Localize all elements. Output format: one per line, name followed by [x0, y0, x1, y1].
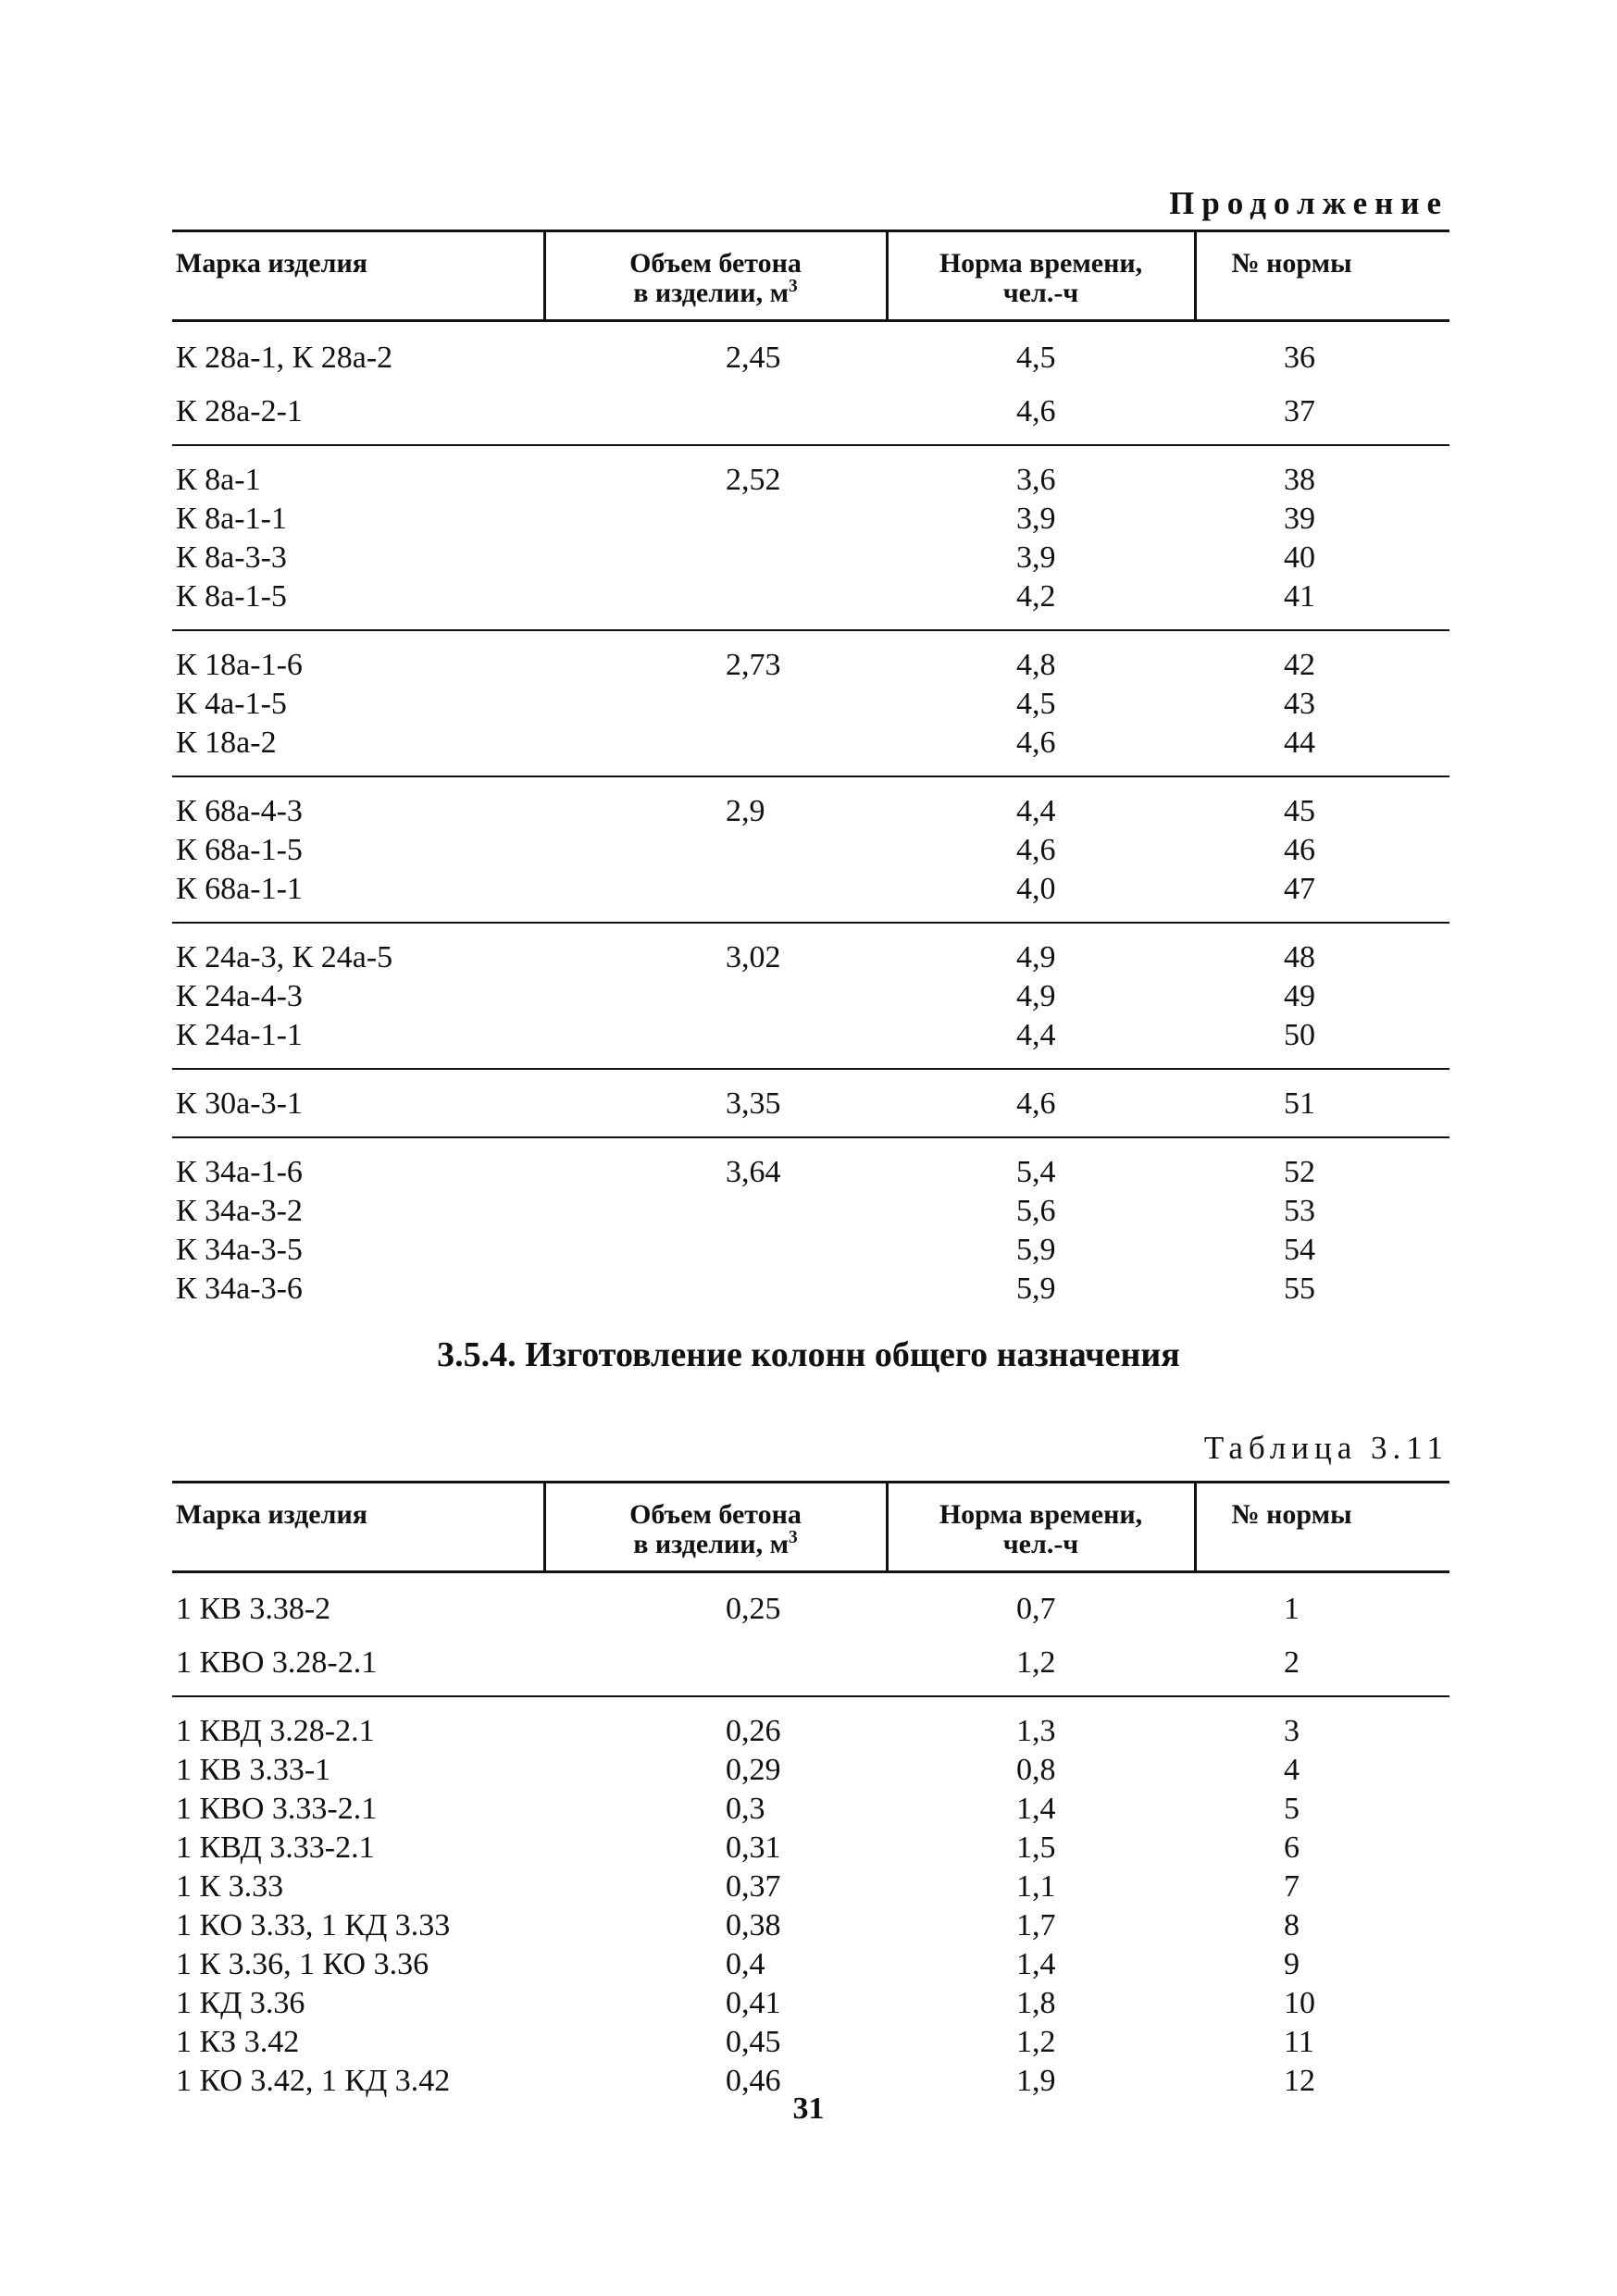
table-row [172, 722, 1449, 776]
cell-norm-number: 45 [1284, 794, 1315, 828]
cell-norm-number: 10 [1284, 1986, 1315, 2020]
cell-volume-empty [544, 975, 887, 1014]
cell-volume-empty [544, 376, 887, 445]
cell-norm-number: 44 [1284, 726, 1315, 760]
cell-mark: 1 КВ 3.38-2 [176, 1592, 331, 1626]
cell-mark: К 18а-2 [176, 726, 277, 760]
cell-mark: К 24а-3, К 24а-5 [176, 940, 393, 974]
norms-table-continuation [172, 230, 1449, 1322]
table-row [172, 1137, 1449, 1190]
cell-volume: 2,45 [726, 341, 781, 375]
table-row [172, 1572, 1449, 1628]
cell-volume-empty [544, 576, 887, 630]
page-number: 31 [792, 2091, 825, 2126]
cell-norm-number: 11 [1284, 2025, 1314, 2059]
cell-time-norm: 3,9 [1016, 540, 1056, 575]
cell-norm-number: 1 [1284, 1592, 1300, 1626]
cell-volume: 0,45 [726, 2025, 781, 2059]
table-row [172, 1943, 1449, 1982]
cell-volume: 0,41 [726, 1986, 781, 2020]
table-row [172, 498, 1449, 537]
cell-volume [544, 1627, 887, 1696]
cell-mark: К 34а-3-6 [176, 1272, 303, 1306]
table-row [172, 683, 1449, 722]
cell-volume: 2,52 [726, 463, 781, 497]
cell-norm-number: 39 [1284, 502, 1315, 536]
header-time-norm: Норма времени, чел.-ч [887, 1483, 1195, 1572]
table-row [172, 321, 1449, 377]
table-row [172, 923, 1449, 975]
row-group [172, 923, 1449, 1069]
cell-mark: К 8а-1-1 [176, 502, 287, 536]
cell-mark: К 4а-1-5 [176, 687, 287, 721]
header-norm-number: № нормы [1195, 231, 1449, 321]
cell-norm-number: 53 [1284, 1194, 1315, 1228]
cell-volume-empty [544, 1014, 887, 1069]
cell-mark: К 18а-1-6 [176, 648, 303, 682]
header-time-norm: Норма времени, чел.-ч [887, 231, 1195, 321]
section-title: 3.5.4. Изготовление колонн общего назначения [437, 1335, 1180, 1374]
table-header-row [172, 1483, 1449, 1572]
table-row [172, 1014, 1449, 1069]
row-group [172, 1137, 1449, 1322]
table-row [172, 975, 1449, 1014]
table-row [172, 868, 1449, 923]
cell-mark: 1 КВД 3.33-2.1 [176, 1831, 375, 1865]
cell-norm-number: 43 [1284, 687, 1315, 721]
cell-volume-empty [544, 498, 887, 537]
cell-mark: К 24а-4-3 [176, 979, 303, 1013]
header-volume: Объем бетона в изделии, $м^3$ [544, 1483, 887, 1572]
cell-volume: 0,4 [726, 1947, 765, 1981]
cell-norm-number: 46 [1284, 833, 1315, 867]
cell-time-norm: 4,4 [1016, 1018, 1056, 1052]
table-row [172, 1627, 1449, 1696]
row-group [172, 776, 1449, 923]
cell-mark: 1 К 3.33 [176, 1869, 284, 1904]
cell-volume-empty [544, 829, 887, 868]
cell-mark: К 68а-1-1 [176, 872, 303, 906]
cell-volume: 2,9 [726, 794, 765, 828]
table-row [172, 1905, 1449, 1943]
header-volume: Объем бетона в изделии, $м^3$ [544, 231, 887, 321]
cell-volume-empty [544, 537, 887, 576]
table-label: Таблица 3.11 [1203, 1430, 1449, 1466]
norms-table-3-11 [172, 1481, 1449, 2114]
cell-norm-number: 47 [1284, 872, 1315, 906]
cell-time-norm: 4,5 [1016, 341, 1056, 375]
table-row [172, 1229, 1449, 1268]
cell-norm-number: 8 [1284, 1908, 1300, 1942]
cell-time-norm: 0,8 [1016, 1753, 1056, 1787]
cell-norm-number: 51 [1284, 1086, 1315, 1121]
cell-mark: 1 КД 3.36 [176, 1986, 305, 2020]
cell-mark: К 34а-3-2 [176, 1194, 303, 1228]
cell-time-norm: 1,4 [1016, 1792, 1056, 1826]
table-row [172, 1190, 1449, 1229]
cell-volume: 3,35 [726, 1086, 781, 1121]
cell-mark: 1 КВО 3.33-2.1 [176, 1792, 378, 1826]
cell-mark: 1 КО 3.42, 1 КД 3.42 [176, 2064, 451, 2098]
cell-norm-number: 5 [1284, 1792, 1300, 1826]
cell-mark: 1 К 3.36, 1 КО 3.36 [176, 1947, 429, 1981]
cell-norm-number: 49 [1284, 979, 1315, 1013]
cell-norm-number: 41 [1284, 579, 1315, 614]
cell-volume: 0,3 [726, 1792, 765, 1826]
cell-time-norm: 4,8 [1016, 648, 1056, 682]
cell-volume-empty [544, 1229, 887, 1268]
continuation-label: Продолжение [1169, 185, 1449, 221]
cell-volume: 0,29 [726, 1753, 781, 1787]
cell-norm-number: 7 [1284, 1869, 1300, 1904]
cell-norm-number: 4 [1284, 1753, 1300, 1787]
cell-norm-number: 2 [1284, 1645, 1300, 1680]
table-row [172, 829, 1449, 868]
cell-time-norm: 1,4 [1016, 1947, 1056, 1981]
table-row [172, 576, 1449, 630]
table-row [172, 1069, 1449, 1137]
cell-volume: 0,26 [726, 1714, 781, 1748]
cell-volume: 0,37 [726, 1869, 781, 1904]
cell-time-norm: 4,6 [1016, 394, 1056, 428]
header-mark: Марка изделия [172, 231, 544, 321]
cell-mark: 1 КВО 3.28-2.1 [176, 1645, 378, 1680]
cell-mark: К 30а-3-1 [176, 1086, 303, 1121]
cell-volume: 0,46 [726, 2064, 781, 2098]
table-row [172, 1788, 1449, 1827]
cell-volume-empty [544, 722, 887, 776]
cell-time-norm: 4,2 [1016, 579, 1056, 614]
table-row [172, 537, 1449, 576]
cell-mark: 1 КО 3.33, 1 КД 3.33 [176, 1908, 451, 1942]
row-group [172, 1696, 1449, 2114]
cell-time-norm: 1,9 [1016, 2064, 1056, 2098]
cell-mark: 1 КВ 3.33-1 [176, 1753, 331, 1787]
cell-time-norm: 4,4 [1016, 794, 1056, 828]
cell-volume: 0,25 [726, 1592, 781, 1626]
header-norm-number: № нормы [1195, 1483, 1449, 1572]
cell-mark: К 68а-1-5 [176, 833, 303, 867]
header-mark: Марка изделия [172, 1483, 544, 1572]
table-row [172, 630, 1449, 683]
table-row [172, 1827, 1449, 1866]
cell-volume-empty [544, 683, 887, 722]
cell-norm-number: 48 [1284, 940, 1315, 974]
cell-mark: К 34а-3-5 [176, 1233, 303, 1267]
cell-norm-number: 38 [1284, 463, 1315, 497]
cell-volume: 3,02 [726, 940, 781, 974]
cell-mark: К 68а-4-3 [176, 794, 303, 828]
row-group [172, 1069, 1449, 1137]
cell-volume-empty [544, 868, 887, 923]
cell-time-norm: 5,9 [1016, 1272, 1056, 1306]
cell-time-norm: 1,3 [1016, 1714, 1056, 1748]
cell-time-norm: 1,2 [1016, 2025, 1056, 2059]
cell-time-norm: 1,5 [1016, 1831, 1056, 1865]
cell-norm-number: 54 [1284, 1233, 1315, 1267]
cell-time-norm: 4,5 [1016, 687, 1056, 721]
cell-volume: 3,64 [726, 1155, 781, 1189]
cell-time-norm: 4,6 [1016, 833, 1056, 867]
cell-norm-number: 55 [1284, 1272, 1315, 1306]
cell-time-norm: 5,9 [1016, 1233, 1056, 1267]
row-group [172, 445, 1449, 630]
cell-mark: К 24а-1-1 [176, 1018, 303, 1052]
cell-time-norm: 5,6 [1016, 1194, 1056, 1228]
cell-mark: К 34а-1-6 [176, 1155, 303, 1189]
cell-norm-number: 3 [1284, 1714, 1300, 1748]
cell-mark: 1 КЗ 3.42 [176, 2025, 300, 2059]
cell-norm-number: 40 [1284, 540, 1315, 575]
cell-volume: 0,38 [726, 1908, 781, 1942]
cell-mark: К 8а-1-5 [176, 579, 287, 614]
cell-time-norm: 1,7 [1016, 1908, 1056, 1942]
table-row [172, 1866, 1449, 1905]
cell-time-norm: 1,2 [1016, 1645, 1056, 1680]
cell-mark: К 28а-1, К 28а-2 [176, 341, 393, 375]
cell-time-norm: 0,7 [1016, 1592, 1056, 1626]
cell-time-norm: 5,4 [1016, 1155, 1056, 1189]
table-row [172, 445, 1449, 498]
cell-mark: 1 КВД 3.28-2.1 [176, 1714, 375, 1748]
cell-mark: К 28а-2-1 [176, 394, 303, 428]
table-header-row [172, 231, 1449, 321]
cell-time-norm: 4,6 [1016, 726, 1056, 760]
cell-norm-number: 6 [1284, 1831, 1300, 1865]
cell-mark: К 8а-1 [176, 463, 261, 497]
cell-mark: К 8а-3-3 [176, 540, 287, 575]
table-row [172, 1696, 1449, 1749]
cell-time-norm: 1,8 [1016, 1986, 1056, 2020]
cell-norm-number: 52 [1284, 1155, 1315, 1189]
cell-time-norm: 3,6 [1016, 463, 1056, 497]
table-row [172, 1268, 1449, 1322]
cell-time-norm: 3,9 [1016, 502, 1056, 536]
cell-norm-number: 36 [1284, 341, 1315, 375]
cell-volume-empty [544, 1268, 887, 1322]
cell-time-norm: 4,0 [1016, 872, 1056, 906]
table-row [172, 776, 1449, 829]
cell-volume: 0,31 [726, 1831, 781, 1865]
cell-volume: 2,73 [726, 648, 781, 682]
table-row [172, 2021, 1449, 2060]
cell-norm-number: 12 [1284, 2064, 1315, 2098]
cell-norm-number: 9 [1284, 1947, 1300, 1981]
table-row [172, 1982, 1449, 2021]
row-group [172, 1572, 1449, 1697]
table-row [172, 376, 1449, 445]
cell-volume-empty [544, 1190, 887, 1229]
table-row [172, 1749, 1449, 1788]
row-group [172, 321, 1449, 446]
cell-time-norm: 4,6 [1016, 1086, 1056, 1121]
cell-time-norm: 1,1 [1016, 1869, 1056, 1904]
cell-time-norm: 4,9 [1016, 979, 1056, 1013]
row-group [172, 630, 1449, 776]
cell-norm-number: 50 [1284, 1018, 1315, 1052]
cell-time-norm: 4,9 [1016, 940, 1056, 974]
cell-norm-number: 42 [1284, 648, 1315, 682]
cell-norm-number: 37 [1284, 394, 1315, 428]
